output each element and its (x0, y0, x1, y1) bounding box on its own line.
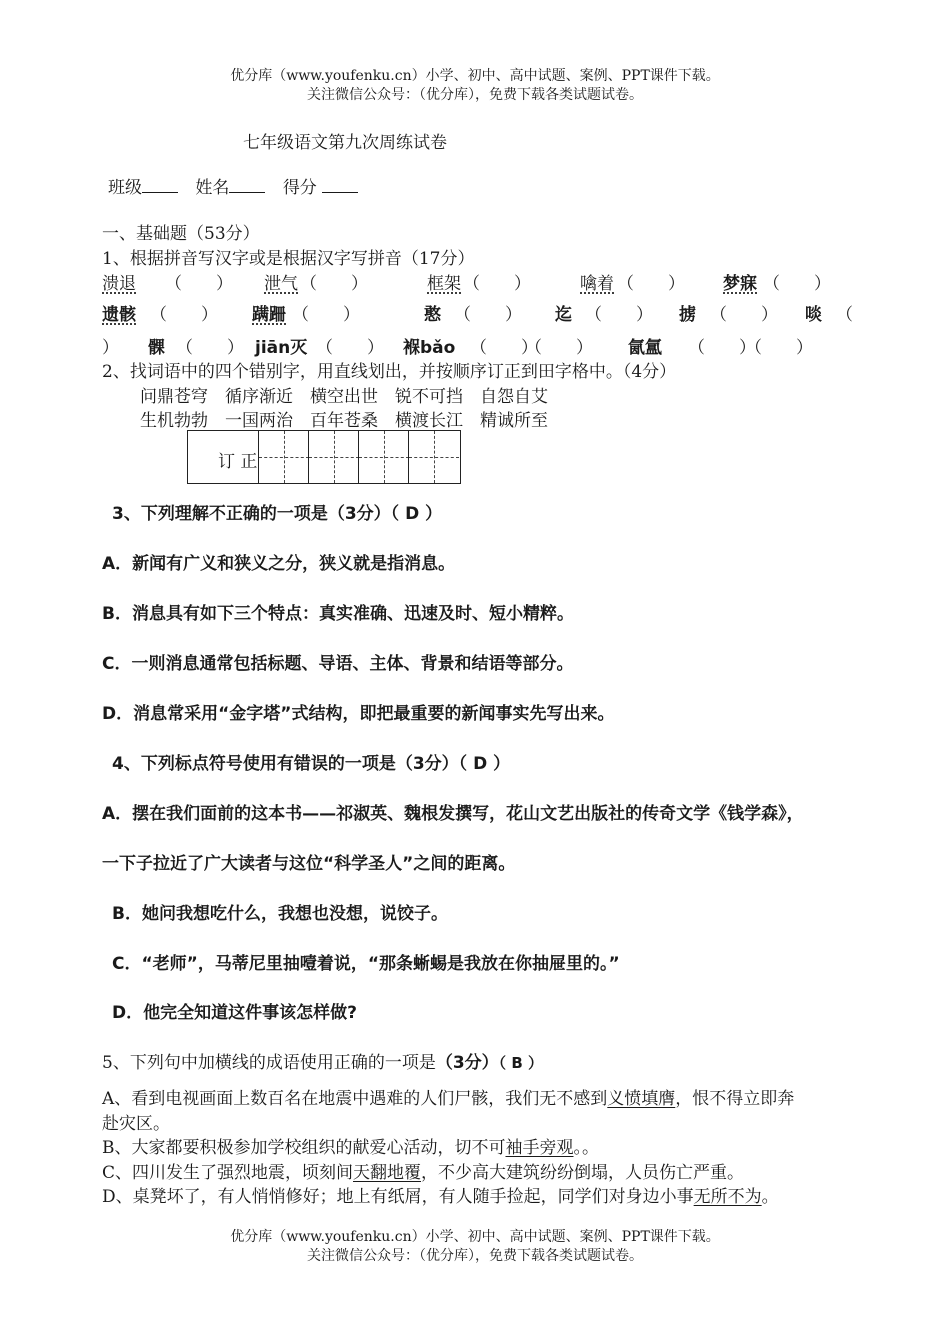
q1-item: 憨 (424, 305, 441, 325)
footer-line-2: 关注微信公众号：（优分库），免费下载各类试题试卷。 (307, 1248, 643, 1264)
q2-words-1: 问鼎苍穹 循序渐近 横空出世 锐不可挡 自怨自艾 (140, 387, 548, 407)
q4-option-a-line1: A．摆在我们面前的这本书——祁淑英、魏根发撰写，花山文艺出版社的传奇文学《钱学森》， (102, 804, 804, 824)
q1-item: jiān灭 (255, 338, 308, 358)
idiom-underlined: 义愤填膺 (607, 1089, 676, 1109)
q1-blank[interactable]: （ ） (165, 274, 233, 294)
q5-option-b: B、大家都要积极参加学校组织的献爱心活动，切不可袖手旁观。。 (102, 1138, 599, 1158)
student-info (108, 173, 370, 198)
score-label: 得分 (282, 178, 317, 198)
q2-words-2: 生机勃勃 一国两治 百年苍桑 横渡长江 精诚所至 (140, 411, 548, 431)
idiom-underlined: 袖手旁观 (505, 1138, 574, 1158)
grid-cell[interactable] (358, 431, 409, 483)
grid-cell[interactable] (258, 431, 309, 483)
q5-option-d: D、桌凳坏了，有人悄悄修好；地上有纸屑，有人随手捡起，同学们对身边小事无所不为。 (102, 1187, 779, 1207)
q1-blank[interactable]: （ ） (454, 305, 522, 325)
q1-stem: 1、根据拼音写汉字或是根据汉字写拼音（17分） (102, 249, 475, 269)
q1-item: 氤氲 (628, 338, 662, 358)
q1-item: 髁 (148, 338, 165, 358)
q2-stem: 2、找词语中的四个错别字，用直线划出，并按顺序订正到田字格中。（4分） (102, 362, 677, 382)
q1-item: 梦寐 (723, 274, 757, 294)
q1-blank[interactable]: （ ） (710, 305, 778, 325)
q1-item: 蹒跚 (252, 305, 286, 325)
q3-option-a: A．新闻有广义和狭义之分，狭义就是指消息。 (102, 554, 456, 574)
q1-blank[interactable]: （ ） (470, 338, 538, 358)
q4-stem: 4、下列标点符号使用有错误的一项是（3分）（ D ） (112, 754, 511, 774)
q1-blank[interactable]: （ ） (300, 274, 368, 294)
q1-blank[interactable]: （ ） (316, 338, 384, 358)
q1-blank[interactable]: （ ） (745, 338, 813, 358)
idiom-underlined: 无所不为 (693, 1187, 762, 1207)
q1-item: 迄 (555, 305, 572, 325)
q1-blank-close: ） (102, 338, 119, 358)
q3-option-c: C．一则消息通常包括标题、导语、主体、背景和结语等部分。 (102, 654, 574, 674)
q1-item: 框架 (427, 274, 461, 294)
name-label: 姓名 (195, 178, 230, 198)
name-blank[interactable] (229, 178, 265, 193)
q1-blank[interactable]: （ ） (617, 274, 685, 294)
q3-stem: 3、下列理解不正确的一项是（3分）（ D ） (112, 504, 443, 524)
q1-item: 掳 (679, 305, 696, 325)
q1-item: 遗骸 (102, 305, 136, 325)
q3-option-b: B．消息具有如下三个特点：真实准确、迅速及时、短小精粹。 (102, 604, 574, 624)
grid-cell[interactable] (408, 431, 459, 483)
q1-blank[interactable]: （ ） (585, 305, 653, 325)
q1-blank[interactable]: （ ） (463, 274, 531, 294)
q1-blank[interactable]: （ ） (525, 338, 593, 358)
q4-option-a-line2: 一下子拉近了广大读者与这位“科学圣人”之间的距离。 (102, 854, 516, 874)
correction-grid (187, 430, 461, 484)
q5-option-c: C、四川发生了强烈地震，顷刻间天翻地覆，不少高大建筑纷纷倒塌，人员伤亡严重。 (102, 1163, 745, 1183)
grid-cell[interactable] (308, 431, 359, 483)
q1-blank[interactable]: （ ） (688, 338, 756, 358)
q1-blank[interactable]: （ ） (150, 305, 218, 325)
class-blank[interactable] (142, 178, 178, 193)
q5-option-a-line2: 赴灾区。 (102, 1114, 170, 1134)
q1-item: 啖 (805, 305, 822, 325)
class-label: 班级 (108, 178, 142, 198)
q4-option-d: D．他完全知道这件事该怎样做? (112, 1003, 357, 1023)
q4-option-b: B．她问我想吃什么，我想也没想，说饺子。 (112, 904, 448, 924)
q4-option-c: C．“老师”，马蒂尼里抽噎着说，“那条蜥蜴是我放在你抽屉里的。” (112, 954, 620, 974)
q1-blank[interactable]: （ ） (292, 305, 360, 325)
score-blank[interactable] (322, 178, 358, 193)
q5-option-a: A、看到电视画面上数百名在地震中遇难的人们尸骸，我们无不感到义愤填膺，恨不得立即奔 (102, 1089, 795, 1109)
q1-item: 噙着 (580, 274, 614, 294)
section-heading: 一、基础题（53分） (102, 224, 260, 244)
header-line-2: 关注微信公众号：（优分库），免费下载各类试题试卷。 (307, 87, 643, 103)
q1-blank[interactable]: （ ） (176, 338, 244, 358)
q1-blank[interactable]: （ ） (763, 274, 831, 294)
q5-stem: 5、下列句中加横线的成语使用正确的一项是（3分）（ B ） (102, 1053, 544, 1073)
q3-option-d: D．消息常采用“金字塔”式结构，即把最重要的新闻事实先写出来。 (102, 704, 615, 724)
q1-item: 褓bǎo (403, 338, 456, 358)
header-line-1: 优分库（www.youfenku.cn）小学、初中、高中试题、案例、PPT课件下载。 (230, 68, 720, 84)
q1-blank[interactable]: （ (836, 305, 853, 325)
grid-label: 订 正 (218, 452, 258, 472)
footer-line-1: 优分库（www.youfenku.cn）小学、初中、高中试题、案例、PPT课件下载。 (230, 1229, 720, 1245)
q1-item: 泄气 (264, 274, 298, 294)
idiom-underlined: 天翻地覆 (353, 1163, 422, 1183)
q1-item: 溃退 (102, 274, 136, 294)
page-title: 七年级语文第九次周练试卷 (243, 133, 447, 153)
